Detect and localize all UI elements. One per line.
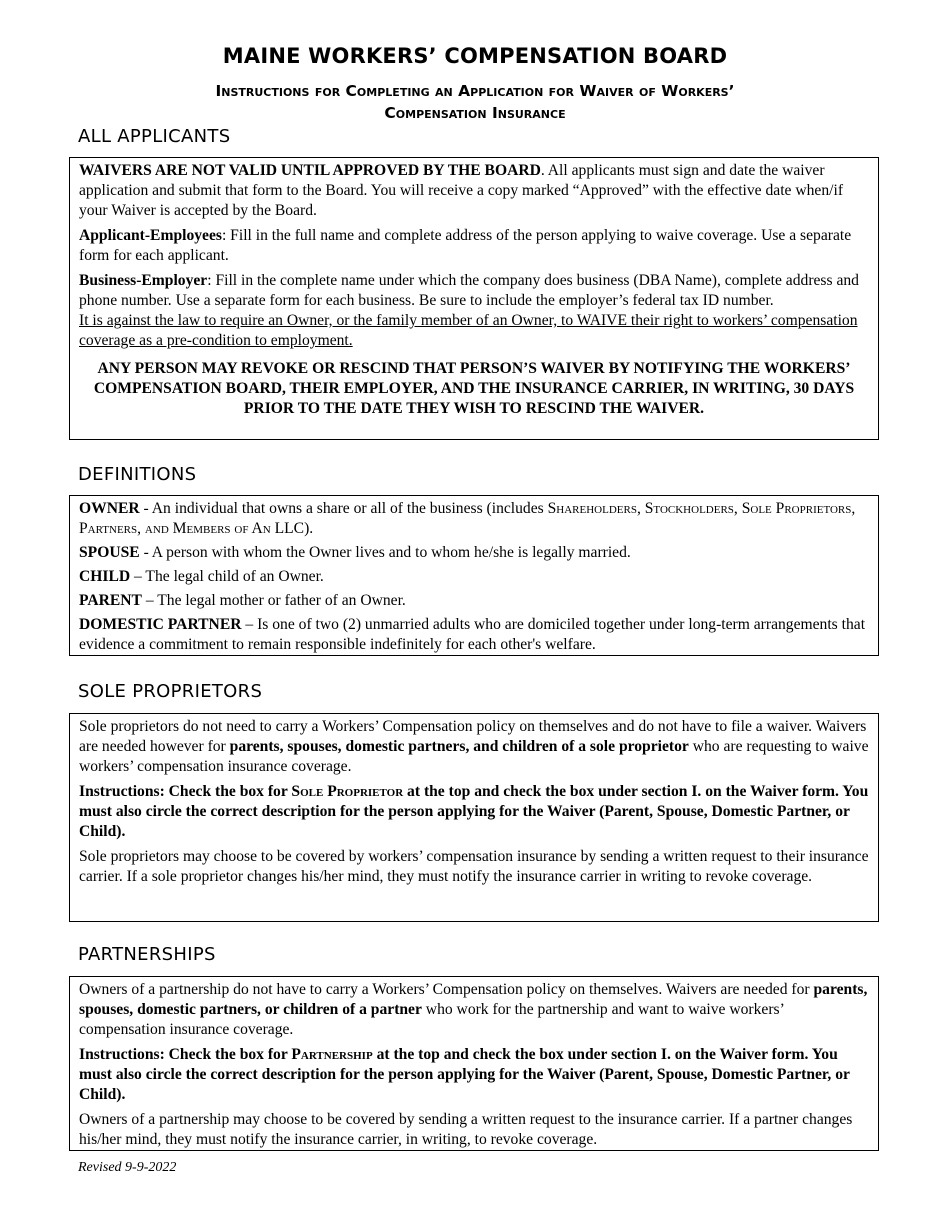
partnerships-box	[69, 976, 879, 1151]
revoke-notice: ANY PERSON MAY REVOKE OR RESCIND THAT PERSON’S WAIVER BY NOTIFYING THE WORKERS’ COMPENSATION BOARD, THEIR EMPLOYER, AND THE INSURANCE CARRIER, IN WRITING, 30 DAYS PRIOR TO THE DATE THEY WISH TO RESCIND THE WAIVER.	[93, 360, 855, 417]
parent-definition	[79, 591, 869, 611]
child-label: CHILD	[79, 568, 131, 585]
parent-text: – The legal mother or father of an Owner.	[141, 592, 406, 609]
partner-instr-text-end: at the top and check the box under section I. on the Waiver form. You must also circle the correct description for the person applying for the Waiver (Parent, Spouse, Domestic Partner, or Child).	[79, 1046, 850, 1103]
waivers-bold: WAIVERS ARE NOT VALID UNTIL APPROVED BY THE BOARD	[79, 162, 541, 179]
sole-instr-text-end: at the top and check the box under section I. on the Waiver form. You must also circle the correct description for the person applying for the Waiver (Parent, Spouse, Domestic Partner, or Child).	[79, 783, 869, 840]
definitions-box	[69, 495, 879, 656]
business-employer-text: : Fill in the complete name under which the company does business (DBA Name), complete address and phone number. Use a separate form for each business. Be sure to include the employer’s federal tax ID number.	[79, 272, 859, 309]
owner-text: - An individual that owns a share or all of the business (includes	[139, 500, 548, 517]
sole-proprietors-heading: SOLE PROPRIETORS	[78, 681, 263, 702]
waivers-paragraph	[79, 161, 869, 221]
partner-p1-text: Owners of a partnership do not have to carry a Workers’ Compensation policy on themselves. Waivers are needed for	[79, 981, 814, 998]
partner-instr-text: Instructions: Check the box for	[79, 1046, 292, 1063]
waivers-text: . All applicants must sign and date the waiver application and submit that form to the Board. You will receive a copy marked “Approved” with the effective date when/if your Waiver is accepted by the Board.	[79, 162, 844, 219]
page-subtitle	[60, 80, 890, 124]
applicant-employees-text: : Fill in the full name and complete address of the person applying to waive coverage. Use a separate form for each applicant.	[79, 227, 852, 264]
parent-label: PARENT	[79, 592, 142, 609]
all-applicants-heading: ALL APPLICANTS	[78, 126, 231, 147]
owner-types: Shareholders, Stockholders, Sole Proprietors, Partners, and Members of An LLC	[79, 500, 856, 537]
domestic-partner-definition	[79, 615, 869, 655]
business-employer-label: Business-Employer	[79, 272, 208, 289]
partner-instr-option: Partnership	[291, 1046, 373, 1063]
sole-proprietors-paragraph-3: Sole proprietors may choose to be covered by workers’ compensation insurance by sending a written request to their insurance carrier. If a sole proprietor changes his/her mind, they must notify the insurance carrier in writing to revoke coverage.	[79, 848, 869, 885]
partnerships-paragraph-1	[79, 980, 869, 1040]
revised-date: Revised 9-9-2022	[78, 1160, 177, 1175]
sole-p1-text: Sole proprietors do not need to carry a Workers’ Compensation policy on themselves and do not have to file a waiver. Waivers are needed however for	[79, 718, 867, 755]
partnerships-heading: PARTNERSHIPS	[78, 944, 216, 965]
domestic-partner-text: – Is one of two (2) unmarried adults who are domiciled together under long-term arrangements that evidence a commitment to remain responsible indefinitely for each other's welfare.	[79, 616, 866, 653]
owner-label: OWNER	[79, 500, 140, 517]
definitions-heading: DEFINITIONS	[78, 464, 197, 485]
page-title: MAINE WORKERS’ COMPENSATION BOARD	[222, 44, 728, 68]
owner-definition	[79, 499, 869, 539]
sole-p1-bold: parents, spouses, domestic partners, and children of a sole proprietor	[229, 738, 689, 755]
sole-instr-text: Instructions: Check the box for	[79, 783, 292, 800]
subtitle-line-2: Compensation Insurance	[384, 104, 566, 122]
applicant-employees-paragraph	[79, 226, 869, 266]
partner-p1-text-end: who work for the partnership and want to waive workers’ compensation insurance coverage.	[79, 1001, 784, 1038]
spouse-label: SPOUSE	[79, 544, 140, 561]
partnerships-paragraph-3: Owners of a partnership may choose to be covered by sending a written request to the insurance carrier. If a partner changes his/her mind, they must notify the insurance carrier, in writing, to revoke coverage.	[79, 1111, 853, 1148]
sole-p1-text-end: who are requesting to waive workers’ compensation insurance coverage.	[79, 738, 869, 775]
partner-p1-bold: parents, spouses, domestic partners, or children of a partner	[79, 981, 868, 1018]
sole-proprietors-instructions	[79, 782, 869, 842]
subtitle-line-1: Instructions for Completing an Application for Waiver of Workers’	[215, 82, 735, 100]
partnerships-instructions	[79, 1045, 869, 1105]
domestic-partner-label: DOMESTIC PARTNER	[79, 616, 242, 633]
all-applicants-box	[69, 157, 879, 440]
spouse-definition	[79, 543, 869, 563]
sole-proprietors-paragraph-1	[79, 717, 869, 777]
law-notice: It is against the law to require an Owner, or the family member of an Owner, to WAIVE their right to workers’ compensation coverage as a pre-condition to employment.	[79, 312, 858, 349]
applicant-employees-label: Applicant-Employees	[79, 227, 222, 244]
business-employer-paragraph	[79, 271, 869, 311]
owner-text-end: ).	[304, 520, 314, 537]
child-text: – The legal child of an Owner.	[130, 568, 324, 585]
sole-instr-option: Sole Proprietor	[291, 783, 404, 800]
sole-proprietors-box	[69, 713, 879, 922]
child-definition	[79, 567, 869, 587]
spouse-text: - A person with whom the Owner lives and to whom he/she is legally married.	[139, 544, 631, 561]
